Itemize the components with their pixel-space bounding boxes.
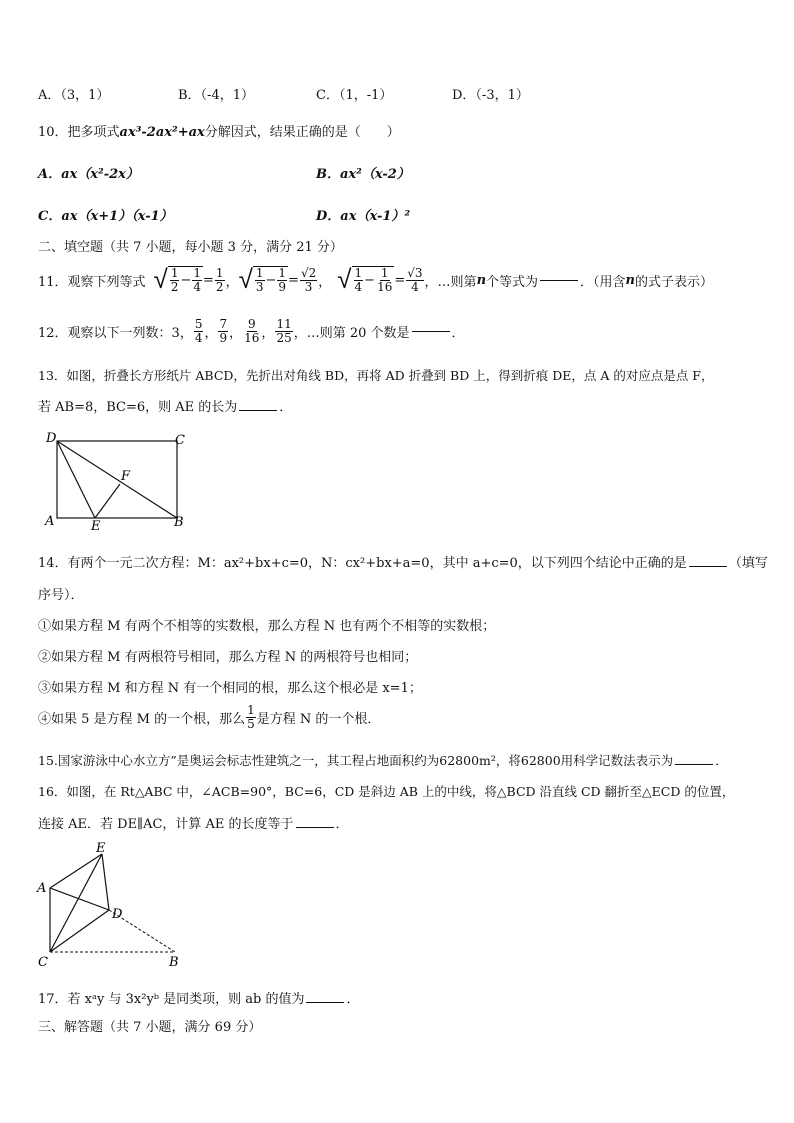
q15-text: 15.国家游泳中心水立方”是奥运会标志性建筑之一，其工程占地面积约为62800m²，将62800用科学记数法表示为 <box>38 753 674 768</box>
q12-frac-3: $\frac{9}{16}$ <box>244 317 260 345</box>
q16-segment-dc <box>50 910 109 952</box>
q17-end: ． <box>346 992 360 1007</box>
q16-line-1: 16．如图，在 Rt△ABC 中，∠ACB=90°，BC=6，CD 是斜边 AB 上的中线，将△BCD 沿直线 CD 翻折至△ECD 的位置， <box>38 784 735 799</box>
q16-segment-ed <box>102 854 109 910</box>
q11-suffix-3: ．（用含 <box>580 274 626 290</box>
q14-conclusion-4 <box>38 704 380 731</box>
q16-segment-ad <box>50 888 109 910</box>
q12-frac-4: $\frac{11}{25}$ <box>276 317 292 345</box>
q11-prefix: 11．观察下列等式 <box>38 274 146 290</box>
q13-figure <box>40 428 200 532</box>
q9-option-a: A．（3，1） <box>38 88 110 103</box>
q9-option-d: D．（-3，1） <box>452 88 529 103</box>
q11-n-2: n <box>625 272 635 288</box>
q15-stem <box>38 751 728 769</box>
q9-option-c: C．（1，-1） <box>316 88 393 103</box>
q13-answer-blank[interactable] <box>239 410 277 411</box>
q16-label-c: C <box>38 955 48 970</box>
q10-stem <box>38 121 400 140</box>
q12-answer-blank[interactable] <box>412 331 450 332</box>
q16-segment-ec <box>50 854 102 952</box>
q16-line-2 <box>38 813 349 832</box>
q12-frac-1: $\frac{5}{4}$ <box>194 317 203 345</box>
q13-label-c: C <box>175 433 185 448</box>
q13-line-2 <box>38 396 292 415</box>
q16-answer-blank[interactable] <box>296 827 334 828</box>
q14-c4-frac: $\frac{1}{5}$ <box>247 703 255 731</box>
q13-label-a: A <box>45 514 55 529</box>
q12-end: ． <box>451 326 465 341</box>
q11-suffix-1: ，…则第 <box>424 274 477 290</box>
q16-label-a: A <box>37 881 47 896</box>
q10-prefix: 10．把多项式 <box>38 125 120 140</box>
q16-label-d: D <box>112 907 123 922</box>
q17-text: 17．若 xᵃy 与 3x²yᵇ 是同类项，则 ab 的值为 <box>38 992 305 1007</box>
q11-suffix-2: 个等式为 <box>486 274 539 290</box>
q17-stem <box>38 988 359 1007</box>
q13-segment-ef <box>95 484 120 518</box>
q11-result-3: $\frac{√3}{4}$ <box>407 265 423 294</box>
q16-end: ． <box>335 817 349 832</box>
q11-result-2: $\frac{√2}{3}$ <box>300 265 317 294</box>
q11-stem: 11．观察下列等式 √ $\frac{1}{2}$ − $\frac{1}{4}$ = $\frac{1}{2}$ ， √ $\frac{1}{3}$ − $\frac{1}{9}$ = $\frac{√2}{3}$ ， √ $\frac{1}{4}$ − $\frac{1}{16}$ = $\frac{√3}{4}$ ，…则第 n 个等式为 ．（用含 n 的式子表示） <box>38 265 714 295</box>
q16-label-e: E <box>96 841 106 856</box>
q11-frac: $\frac{1}{16}$ <box>377 266 393 294</box>
q14-conclusion-1: ①如果方程 M 有两个不相等的实数根，那么方程 N 也有两个不相等的实数根； <box>38 619 496 634</box>
q11-frac: $\frac{1}{9}$ <box>278 266 287 294</box>
q12-suffix: ，…则第 20 个数是 <box>293 326 410 341</box>
q13-label-d: D <box>46 431 57 446</box>
q14-line-2: 序号）． <box>38 588 84 603</box>
q16-figure <box>34 840 194 972</box>
q11-result-1: $\frac{1}{2}$ <box>215 265 224 294</box>
q14-line-1 <box>38 552 768 571</box>
q12-frac-2: $\frac{7}{9}$ <box>219 317 228 345</box>
q11-frac: $\frac{1}{4}$ <box>354 266 363 294</box>
q13-label-f: F <box>121 469 131 484</box>
q12-stem: 12．观察以下一列数：3， $\frac{5}{4}$ ， $\frac{7}{9}$ ， $\frac{9}{16}$ ， $\frac{11}{25}$ ，…则第 20 个数是 ． <box>38 317 465 345</box>
q11-sqrt-2: √ $\frac{1}{3}$ − $\frac{1}{9}$ <box>238 265 287 295</box>
q15-answer-blank[interactable] <box>675 764 713 765</box>
q14-c4-pre: ④如果 5 是方程 M 的一个根，那么 <box>38 712 246 727</box>
q14-c4-post: 是方程 N 的一个根． <box>256 712 381 727</box>
q11-sqrt-1: √ $\frac{1}{2}$ − $\frac{1}{4}$ <box>153 265 202 295</box>
q10-option-d: D．ax（x-1）² <box>316 209 411 224</box>
q12-prefix: 12．观察以下一列数：3， <box>38 326 193 341</box>
q11-frac: $\frac{1}{4}$ <box>193 266 202 294</box>
q13-diagonal-bd <box>57 441 177 518</box>
q14-line-1-text: 14．有两个一元二次方程：M：ax²+bx+c=0，N：cx²+bx+a=0，其中 a+c=0，以下列四个结论中正确的是 <box>38 556 687 571</box>
q13-line-1: 13．如图，折叠长方形纸片 ABCD，先折出对角线 BD，再将 AD 折叠到 BD 上，得到折痕 DE，点 A 的对应点是点 F， <box>38 368 714 383</box>
q14-answer-blank[interactable] <box>689 566 727 567</box>
q14-conclusion-2: ②如果方程 M 有两根符号相同，那么方程 N 的两根符号也相同； <box>38 650 418 665</box>
q10-suffix: 分解因式，结果正确的是（ ） <box>204 125 400 140</box>
q14-conclusion-3: ③如果方程 M 和方程 N 有一个相同的根，那么这个根必是 x=1； <box>38 681 422 696</box>
q10-expr: ax³-2ax²+ax <box>119 125 205 140</box>
q15-end: ． <box>715 753 728 768</box>
q14-line-1-end: （填写 <box>728 556 768 571</box>
q11-n: n <box>476 272 487 288</box>
q11-frac: $\frac{1}{2}$ <box>170 266 179 294</box>
q13-end: ． <box>279 400 293 415</box>
q17-answer-blank[interactable] <box>306 1002 344 1003</box>
q11-answer-blank[interactable] <box>540 280 578 281</box>
q11-sqrt-3: √ $\frac{1}{4}$ − $\frac{1}{16}$ <box>337 265 393 295</box>
q9-option-b: B．（-4，1） <box>178 88 254 103</box>
section-3-heading: 三、解答题（共 7 小题，满分 69 分） <box>38 1020 262 1035</box>
q11-frac: $\frac{1}{3}$ <box>255 266 264 294</box>
q11-suffix-4: 的式子表示） <box>635 274 714 290</box>
q16-label-b: B <box>169 955 179 970</box>
q10-option-a: A．ax（x²-2x） <box>38 167 139 182</box>
section-2-heading: 二、填空题（共 7 小题，每小题 3 分，满分 21 分） <box>38 240 343 255</box>
q16-segment-ae <box>50 854 102 888</box>
q13-label-e: E <box>91 519 101 532</box>
q10-option-c: C．ax（x+1）（x-1） <box>38 209 173 224</box>
q16-line-2-text: 连接 AE．若 DE∥AC，计算 AE 的长度等于 <box>38 817 294 832</box>
q13-label-b: B <box>174 515 184 530</box>
q10-option-b: B．ax²（x-2） <box>316 167 410 182</box>
q13-line-2-text: 若 AB=8，BC=6，则 AE 的长为 <box>38 400 238 415</box>
